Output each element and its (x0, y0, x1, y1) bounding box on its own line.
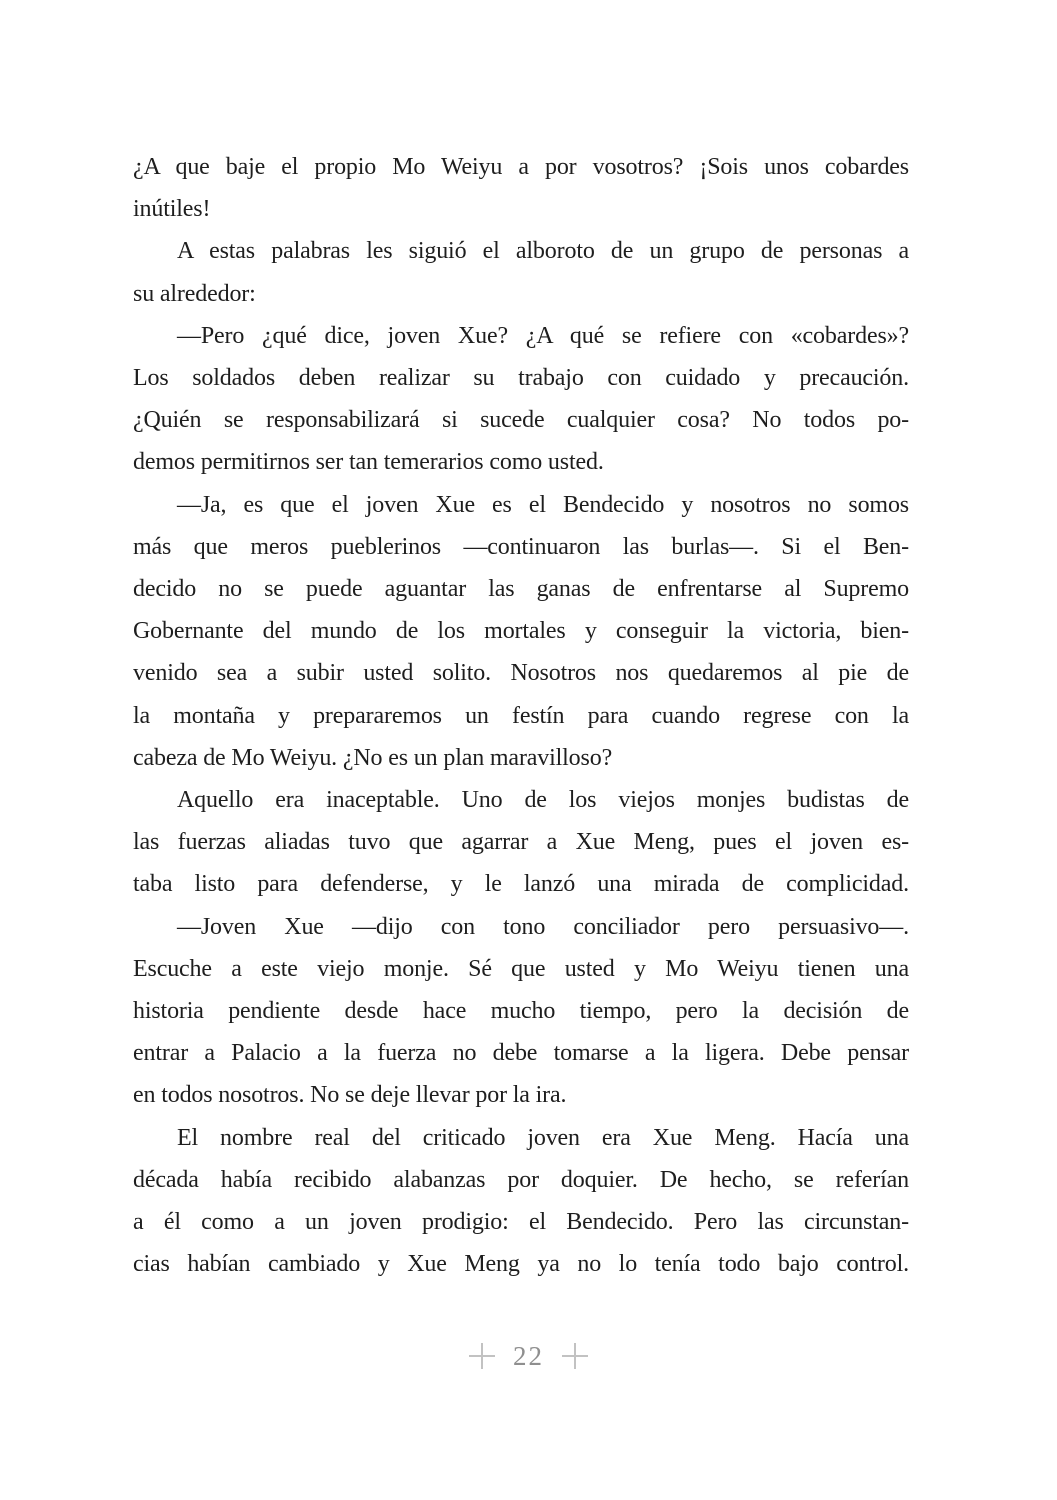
text-line: venido sea a subir usted solito. Nosotros nos quedaremos al pie de (133, 660, 909, 687)
plus-ornament-icon (562, 1343, 588, 1369)
text-line: Aquello era inaceptable. Uno de los viejos monjes budistas de (177, 787, 909, 814)
text-line: década había recibido alabanzas por doquier. De hecho, se referían (133, 1166, 909, 1193)
text-line: ¿A que baje el propio Mo Weiyu a por vosotros? ¡Sois unos cobardes (133, 154, 909, 180)
text-line: más que meros pueblerinos —continuaron las burlas—. Si el Ben- (133, 533, 909, 560)
text-line: inútiles! (133, 196, 211, 223)
text-line: las fuerzas aliadas tuvo que agarrar a Xue Meng, pues el joven es- (133, 829, 909, 856)
text-line: historia pendiente desde hace mucho tiempo, pero la decisión de (133, 998, 909, 1025)
page-footer (0, 1338, 1057, 1374)
text-line: en todos nosotros. No se deje llevar por la ira. (133, 1082, 567, 1109)
text-line: —Joven Xue —dijo con tono conciliador pero persuasivo—. (177, 913, 909, 940)
text-line: su alrededor: (133, 280, 256, 307)
page-number: 22 (513, 1340, 544, 1371)
text-line: cias habían cambiado y Xue Meng ya no lo tenía todo bajo control. (133, 1251, 909, 1278)
page-text (133, 146, 909, 1285)
text-line: —Ja, es que el joven Xue es el Bendecido y nosotros no somos (177, 491, 909, 518)
text-line: demos permitirnos ser tan temerarios como usted. (133, 449, 604, 476)
text-line: taba listo para defenderse, y le lanzó una mirada de complicidad. (133, 871, 909, 898)
text-line: entrar a Palacio a la fuerza no debe tomarse a la ligera. Debe pensar (133, 1040, 909, 1067)
text-line: cabeza de Mo Weiyu. ¿No es un plan maravilloso? (133, 744, 613, 771)
text-line: A estas palabras les siguió el alboroto de un grupo de personas a (177, 238, 909, 265)
text-line: Los soldados deben realizar su trabajo con cuidado y precaución. (133, 365, 909, 392)
text-line: la montaña y prepararemos un festín para cuando regrese con la (133, 702, 909, 729)
text-line: El nombre real del criticado joven era Xue Meng. Hacía una (177, 1124, 909, 1151)
plus-ornament-icon (469, 1343, 495, 1369)
text-line: Escuche a este viejo monje. Sé que usted y Mo Weiyu tienen una (133, 955, 909, 982)
text-line: ¿Quién se responsabilizará si sucede cualquier cosa? No todos po- (133, 407, 909, 434)
text-line: a él como a un joven prodigio: el Bendecido. Pero las circunstan- (133, 1209, 909, 1236)
text-line: —Pero ¿qué dice, joven Xue? ¿A qué se refiere con «cobardes»? (177, 322, 909, 349)
text-line: Gobernante del mundo de los mortales y conseguir la victoria, bien- (133, 618, 909, 645)
text-line: decido no se puede aguantar las ganas de enfrentarse al Supremo (133, 576, 909, 603)
